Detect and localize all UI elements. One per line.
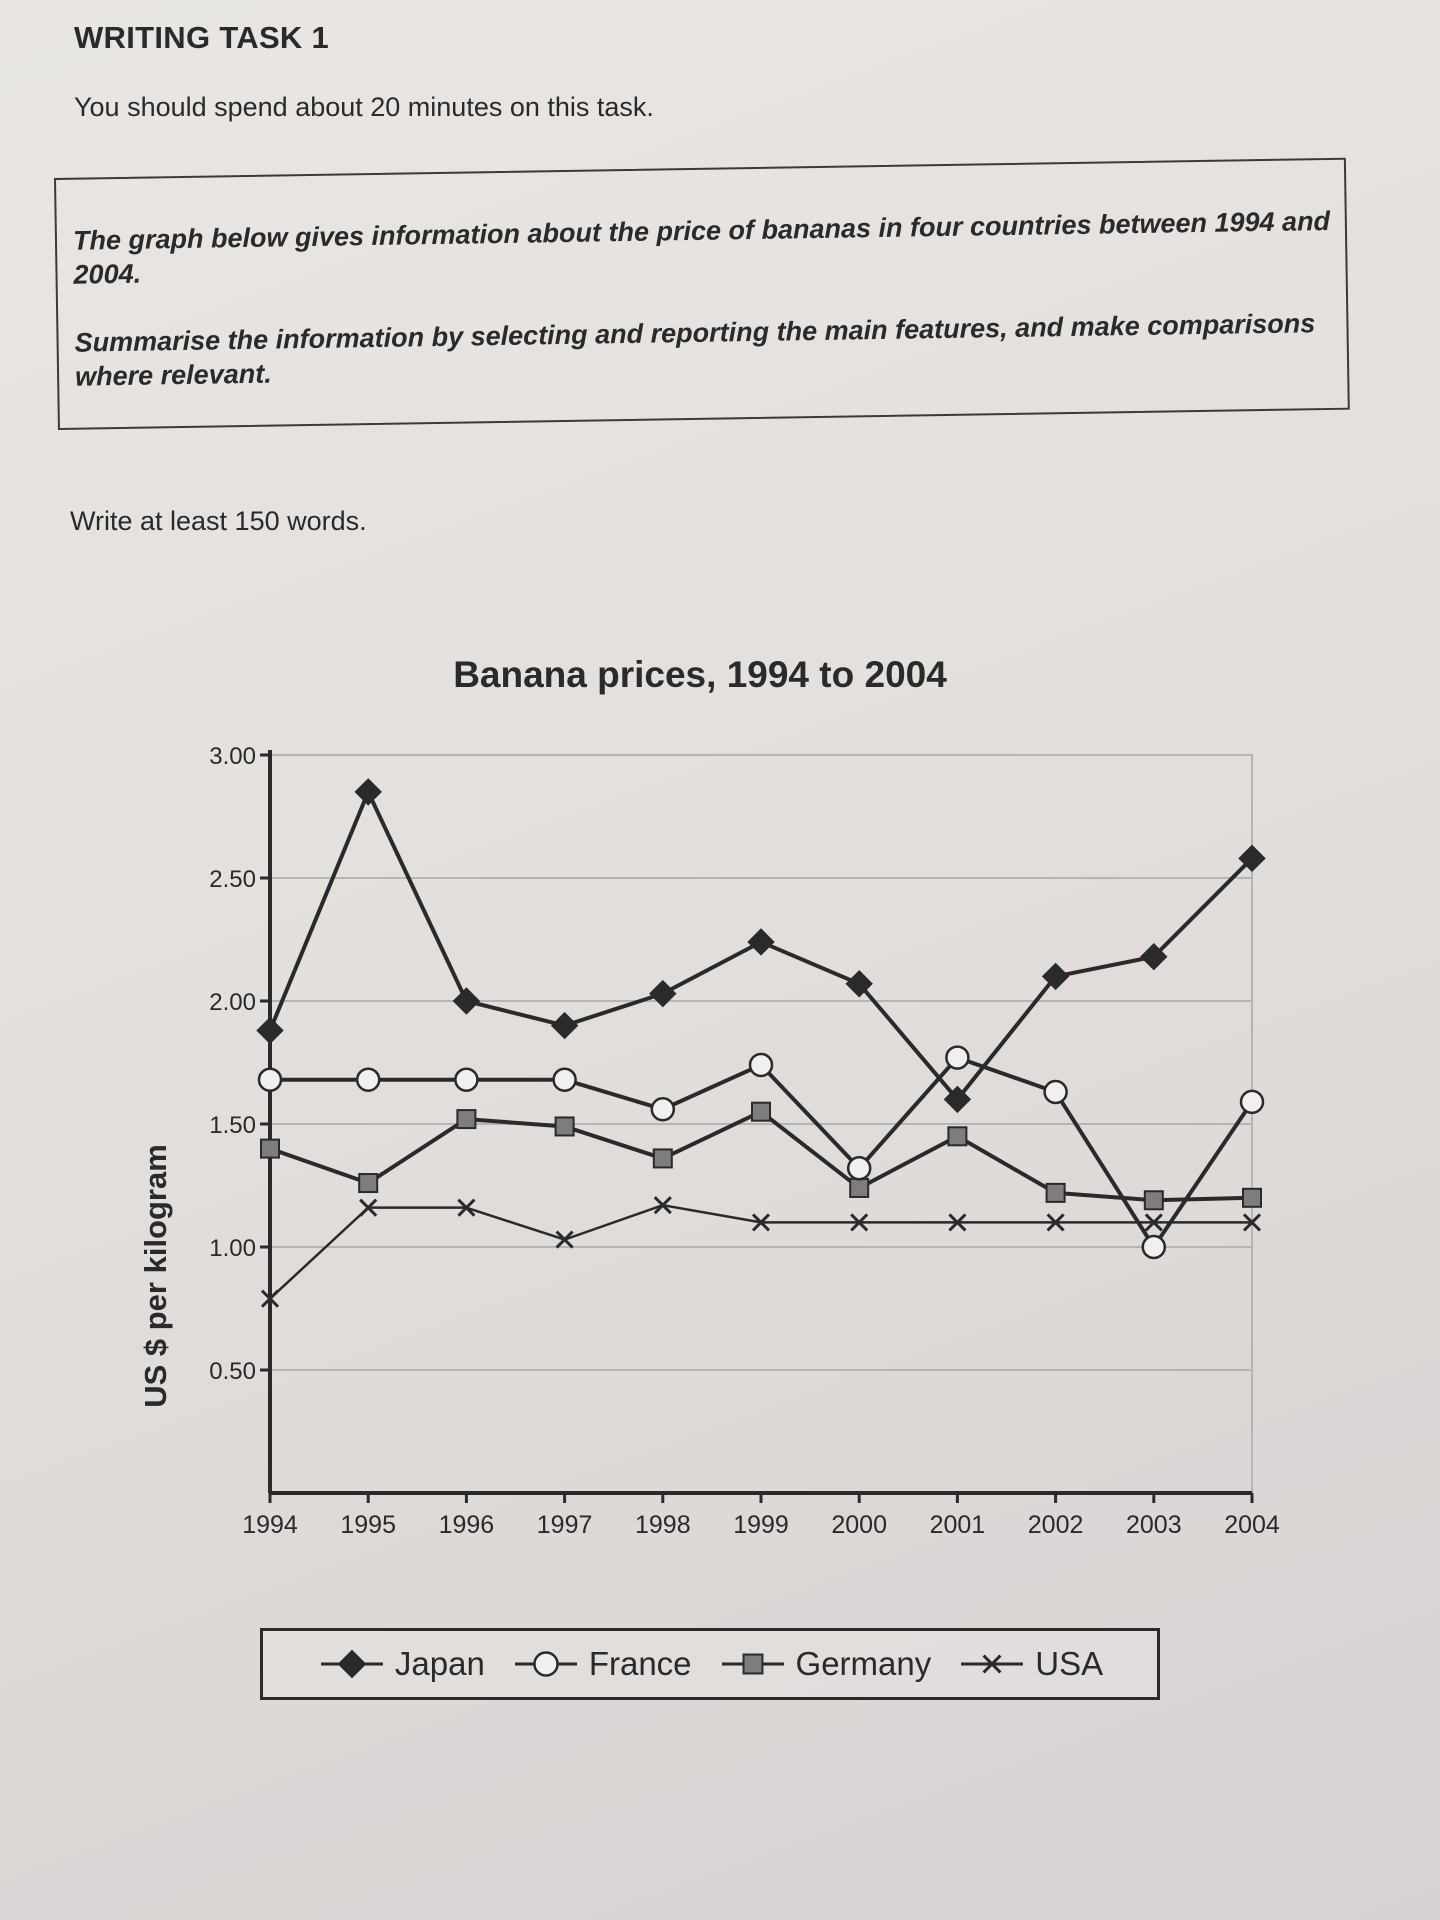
chart-legend [260,1628,1160,1700]
series-markers [257,779,1265,1307]
x-tick-label: 1999 [733,1511,789,1539]
x-tick-label: 2003 [1125,1511,1182,1539]
y-tick-label: 2.50 [209,866,256,893]
x-tick-label: 1995 [340,1511,397,1539]
y-tick-label: 0.50 [209,1358,256,1385]
x-tick-label: 2000 [831,1511,888,1539]
germany-point [1145,1191,1163,1209]
legend-item-japan [317,1645,485,1683]
germany-point [654,1149,672,1167]
france-point [1045,1081,1067,1103]
france-point [259,1069,281,1091]
legend-label-japan: Japan [394,1645,485,1682]
japan-point [552,1013,578,1039]
legend-x-icon [957,1646,1027,1682]
japan-point [257,1018,283,1044]
x-tick-label: 2002 [1027,1511,1084,1539]
prompt-box [54,158,1350,430]
task-title: WRITING TASK 1 [74,20,330,55]
germany-point [556,1117,574,1135]
axes [209,743,1280,1539]
x-tick-label: 2004 [1224,1511,1280,1539]
x-tick-label: 1998 [634,1511,691,1539]
gridlines [270,755,1252,1493]
france-point [1143,1236,1165,1258]
france-point [1241,1091,1263,1113]
japan-point [748,929,774,955]
usa-line [270,1205,1252,1298]
germany-point [752,1103,770,1121]
legend-label-usa: USA [1035,1645,1104,1682]
germany-point [457,1110,475,1128]
legend-item-germany [718,1645,932,1683]
legend-item-usa [957,1645,1103,1683]
france-point [946,1047,968,1069]
legend-germany-marker [743,1655,762,1674]
y-tick-label: 1.50 [209,1112,256,1139]
germany-point [850,1179,868,1197]
time-instruction: You should spend about 20 minutes on this task. [74,92,654,122]
germany-point [948,1127,966,1145]
x-tick-label: 1997 [536,1511,593,1539]
france-point [848,1157,870,1179]
y-tick-label: 3.00 [209,743,256,770]
prompt-description: The graph below gives information about the price of bananas in four countries between 1994 and 2004. [72,205,1331,290]
japan-point [453,988,479,1014]
y-tick-label: 2.00 [209,989,256,1016]
japan-point [650,981,676,1007]
france-point [554,1069,576,1091]
x-tick-label: 2001 [929,1511,986,1539]
france-point [750,1054,772,1076]
word-count-instruction: Write at least 150 words. [70,506,367,536]
y-tick-label: 1.00 [209,1235,256,1262]
germany-point [1243,1189,1261,1207]
legend-square-icon [718,1646,788,1682]
france-point [455,1069,477,1091]
germany-point [1047,1184,1065,1202]
france-point [357,1069,379,1091]
legend-item-france [511,1645,692,1683]
prompt-task: Summarise the information by selecting and reporting the main features, and make comparisons where relevant. [74,308,1316,392]
legend-japan-marker [338,1650,365,1677]
x-tick-label: 1996 [438,1511,495,1539]
legend-diamond-icon [317,1646,387,1682]
germany-point [261,1140,279,1158]
france-point [652,1098,674,1120]
legend-france-marker [534,1652,557,1675]
germany-point [359,1174,377,1192]
chart-title: Banana prices, 1994 to 2004 [453,654,947,695]
legend-label-france: France [588,1645,692,1682]
legend-circle-icon [511,1646,581,1682]
usa-point [557,1232,573,1248]
y-axis-label: US $ per kilogram [138,1144,173,1408]
banana-price-chart [0,620,1440,1620]
japan-point [355,779,381,805]
x-tick-label: 1994 [242,1511,298,1539]
legend-label-germany: Germany [795,1645,932,1682]
